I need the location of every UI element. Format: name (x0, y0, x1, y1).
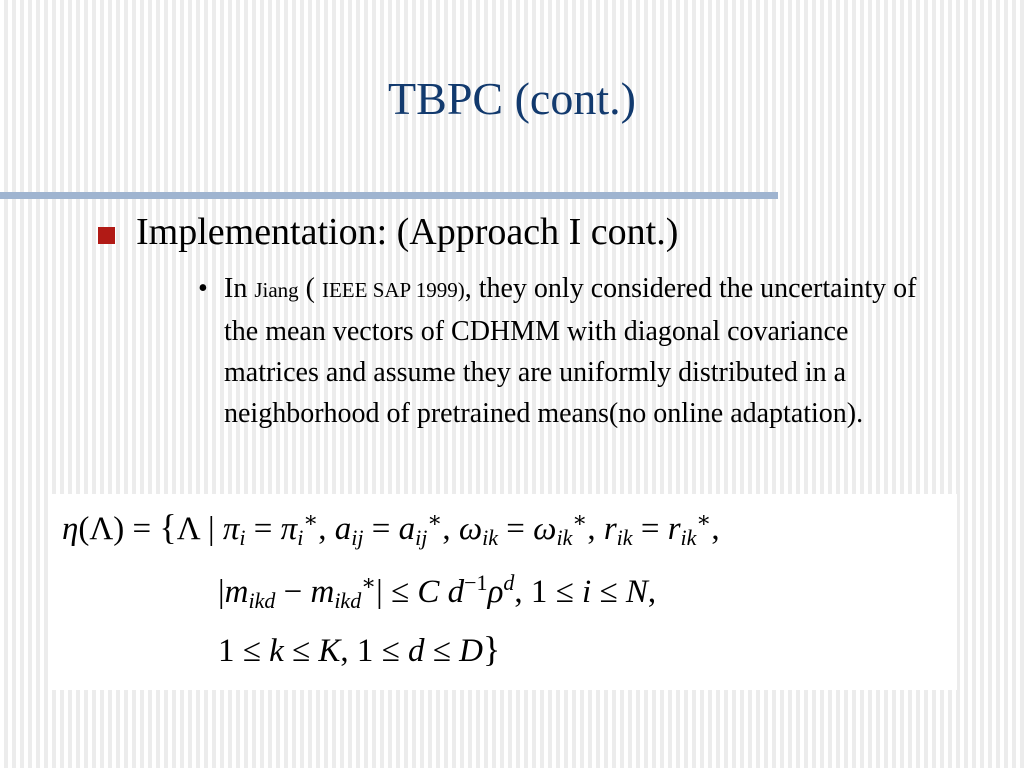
square-bullet-icon (98, 227, 115, 244)
bullet-level-2-text (224, 268, 924, 434)
bullet-2-body: , they only considered the uncertainty of the mean vectors of CDHMM with diagonal covariance matrices and assume they are uniformly distributed in a neighborhood of pretrained means(no online adaptation). (224, 273, 917, 429)
formula-line-3: 1 ≤ k ≤ K, 1 ≤ d ≤ D} (218, 629, 501, 669)
title-divider-rule (0, 192, 778, 199)
slide-title: TBPC (cont.) (388, 73, 636, 124)
round-bullet-icon: • (198, 273, 208, 304)
bullet-2-in: In (224, 273, 255, 304)
citation-author: Jiang (254, 278, 299, 302)
formula-image (52, 494, 957, 690)
formula-line-1: η(Λ) = {Λ | $\pi_i = \pi_i^∗$, $a_{ij} = a_{ij}^∗$, $\omega_{ik} = \omega_{ik}^∗$, $r_{ik} = r_{ik}^∗$, (62, 507, 720, 550)
citation-venue: IEEE SAP 1999) (321, 278, 465, 302)
citation-paren: ( (298, 273, 322, 304)
formula-line-2: $|m_{ikd} - m_{ikd}^∗| \le C$ $d^{-1}\rho^d$, 1 ≤ i ≤ N, (218, 570, 657, 613)
bullet-level-1-text: Implementation: (Approach I cont.) (136, 211, 679, 253)
